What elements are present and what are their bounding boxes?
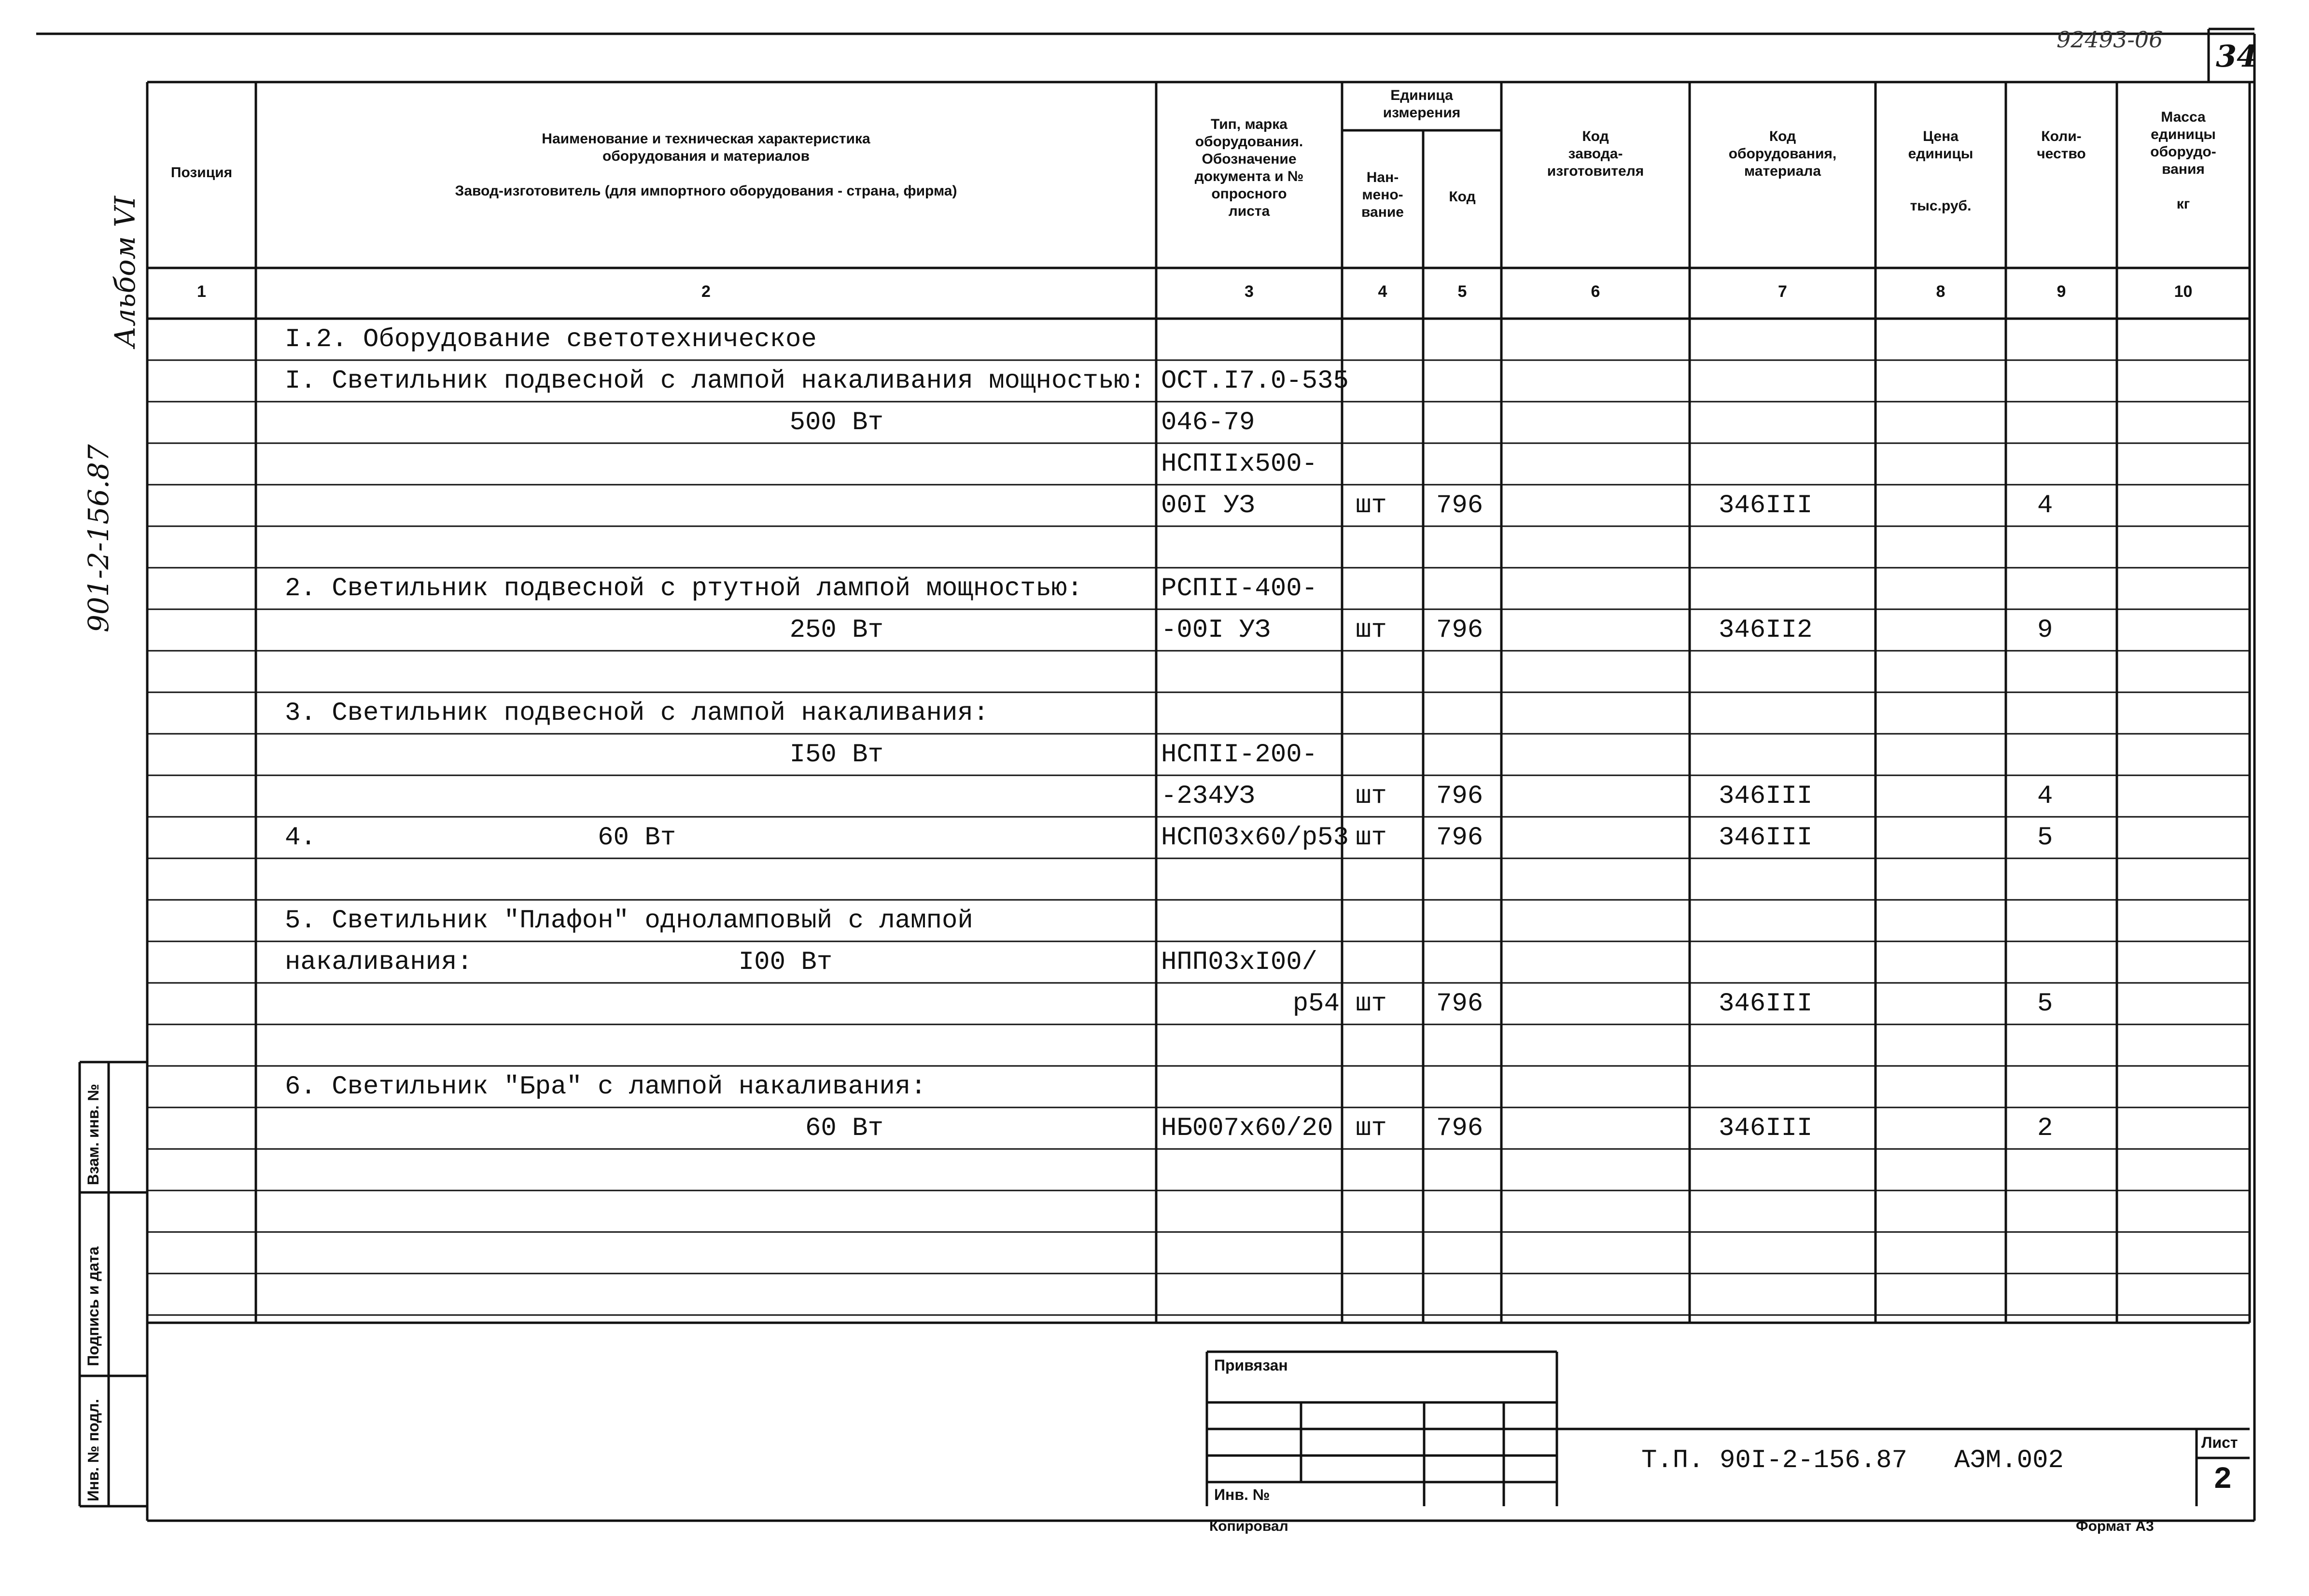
header-mass: Масса единицы оборудо- вания кг [2150,109,2216,212]
material-code: 346III [1719,782,1813,811]
unit-name: шт [1356,616,1387,645]
column-number: 2 [701,282,711,301]
item-type: НПП03хI00/ [1161,948,1318,977]
item-name: 2. Светильник подвесной с ртутной лампой мощностью: [285,574,1083,603]
format-label: Формат А3 [2076,1518,2154,1534]
sheet-number: 2 [2213,1463,2232,1498]
material-code: 346III [1719,1114,1813,1143]
header-type: Тип, марка оборудования. Обозначение документа и № опросного листа [1194,116,1304,219]
header-unit-name: Нан- мено- вание [1361,169,1404,220]
unit-code: 796 [1436,1114,1483,1143]
document-code: Т.П. 90I-2-156.87 АЭМ.002 [1641,1446,2064,1475]
stamp-inv-no: Инв. № [1214,1486,1270,1503]
item-type: НБ007х60/20 [1161,1114,1333,1143]
header-unit-group: Единица измерения [1383,87,1461,121]
material-code: 346III [1719,491,1813,520]
sheet-label: Лист [2201,1434,2238,1451]
quantity: 4 [2037,782,2053,811]
material-code: 346II2 [1719,616,1813,645]
item-name: накаливания: I00 Вт [285,948,833,977]
unit-name: шт [1356,1114,1387,1143]
quantity: 4 [2037,491,2053,520]
item-name: 4. 60 Вт [285,823,676,853]
item-name: 500 Вт [789,408,883,437]
unit-name: шт [1356,823,1387,853]
item-name: 60 Вт [805,1114,883,1143]
quantity: 5 [2037,989,2053,1019]
item-name: 3. Светильник подвесной с лампой накаливания: [285,699,989,728]
stamp-label-vzam: Взам. инв. № [84,1084,102,1185]
column-number: 1 [197,282,206,301]
unit-name: шт [1356,491,1387,520]
quantity: 5 [2037,823,2053,853]
column-number: 9 [2057,282,2066,301]
stamp-label-podpis: Подпись и дата [84,1246,102,1366]
item-type: НСПII-200- [1161,740,1318,770]
copied-label: Копировал [1209,1518,1288,1534]
item-type: ОСТ.I7.0-535 [1161,366,1349,396]
header-name: Наименование и техническая характеристика оборудования и материалов Завод-изготовитель (для импортного оборудования - страна, фирма) [455,131,957,199]
item-type: РСПII-400- [1161,574,1318,603]
item-name: 6. Светильник "Бра" с лампой накаливания: [285,1072,926,1102]
item-type: НСПIIх500- [1161,449,1318,479]
unit-code: 796 [1436,491,1483,520]
column-number: 10 [2174,282,2193,301]
unit-code: 796 [1436,989,1483,1019]
stamp-label-inv: Инв. № подл. [84,1399,102,1501]
header-unit-code: Код [1449,189,1476,205]
unit-name: шт [1356,782,1387,811]
quantity: 2 [2037,1114,2053,1143]
item-name: I. Светильник подвесной с лампой накаливания мощностью: [285,366,1146,396]
page-reference: 92493-06 [2057,27,2163,53]
item-type: -00I УЗ [1161,616,1271,645]
item-name: 250 Вт [789,616,883,645]
header-position: Позиция [170,165,233,181]
unit-code: 796 [1436,823,1483,853]
item-type: 00I УЗ [1161,491,1255,520]
item-type: р54 [1292,989,1340,1019]
item-type: -234УЗ [1161,782,1255,811]
item-name: I50 Вт [789,740,883,770]
column-number: 4 [1378,282,1387,301]
album-label: Альбом VI [109,196,141,348]
material-code: 346III [1719,823,1813,853]
column-number: 5 [1457,282,1467,301]
material-code: 346III [1719,989,1813,1019]
unit-code: 796 [1436,616,1483,645]
column-number: 8 [1936,282,1945,301]
column-number: 6 [1591,282,1600,301]
unit-code: 796 [1436,782,1483,811]
side-document-code: 901-2-156.87 [82,444,115,632]
item-name: I.2. Оборудование светотехническое [285,325,817,354]
header-quantity: Коли- чество [2037,128,2086,162]
header-material-code: Код оборудования, материала [1728,128,1837,179]
column-number: 3 [1245,282,1254,301]
stamp-privyazan: Привязан [1214,1357,1288,1374]
header-price: Цена единицы тыс.руб. [1908,128,1973,214]
item-name: 5. Светильник "Плафон" одноламповый с лампой [285,906,973,936]
column-number: 7 [1778,282,1787,301]
header-maker-code: Код завода- изготовителя [1547,128,1644,179]
unit-name: шт [1356,989,1387,1019]
quantity: 9 [2037,616,2053,645]
item-type: 046-79 [1161,408,1255,437]
page-number: 34 [2216,39,2258,74]
item-type: НСП03х60/р53 [1161,823,1349,853]
